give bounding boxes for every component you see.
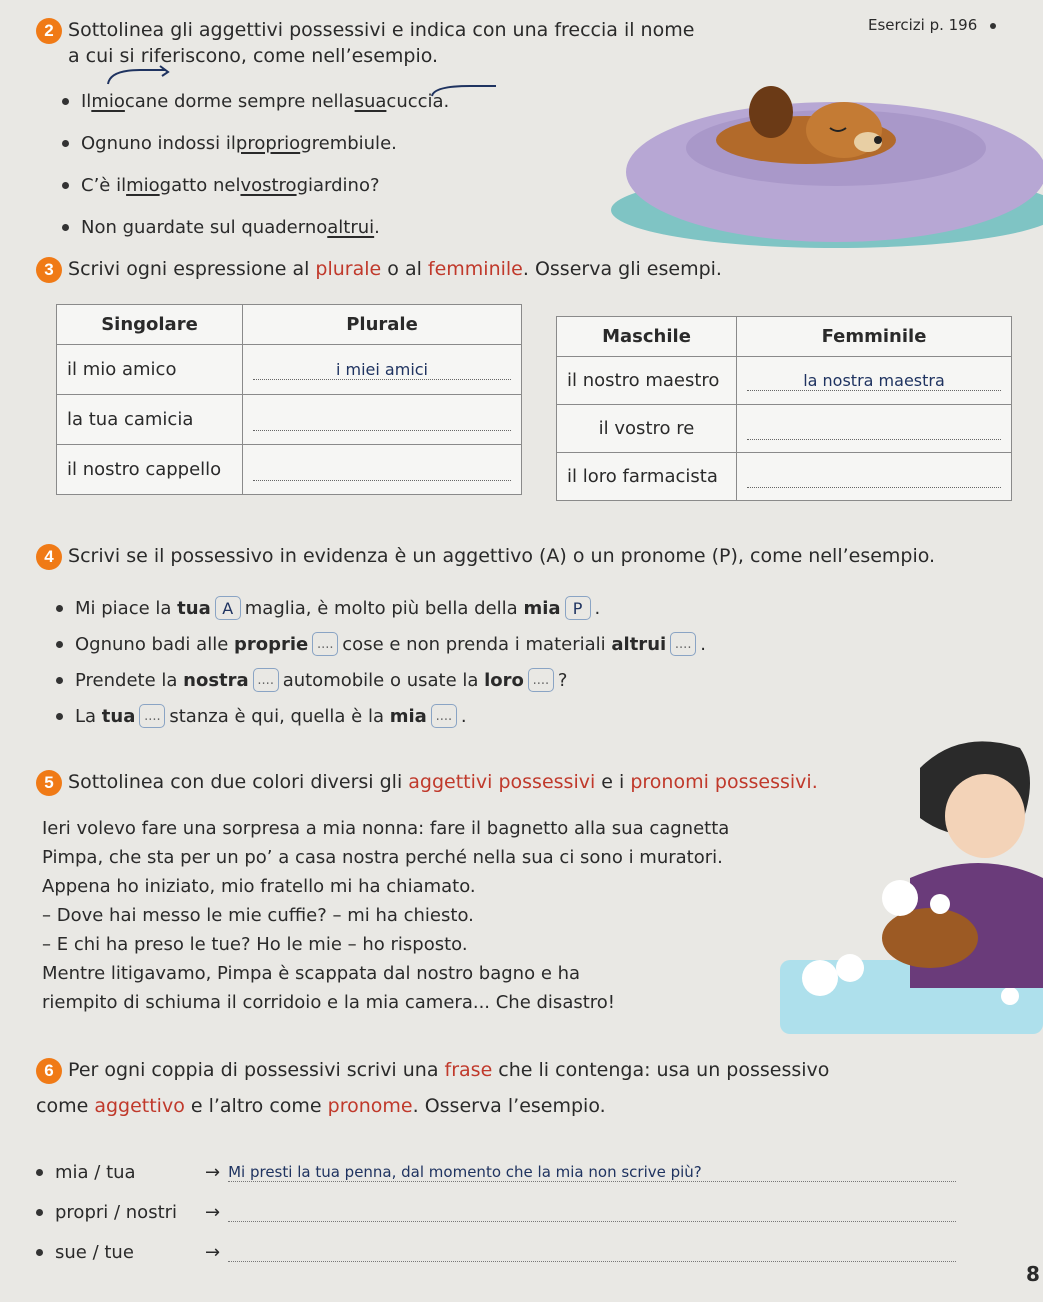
singular-plural-table <box>56 304 522 495</box>
sleeping-dog-illustration <box>606 70 1043 250</box>
table-header-row <box>557 317 1012 357</box>
dog-nose <box>874 136 882 144</box>
exercise-6-heading: 6 Per ogni coppia di possessivi scrivi una frase che li contenga: usa un possessivo come aggettivo e l’altro come pronome. Osserva l’esempio. <box>36 1059 830 1117</box>
exercise-number-badge: 6 <box>36 1058 62 1084</box>
underlined-possessive: mio <box>91 90 125 112</box>
exercise-4-instruction: Scrivi se il possessivo in evidenza è un aggettivo (A) o un pronome (P), come nell’esempio. <box>68 545 936 567</box>
answer-cell[interactable]: i miei amici <box>243 345 522 395</box>
table-cell: il nostro maestro <box>557 357 737 405</box>
answer-box[interactable]: .... <box>670 632 696 656</box>
list-item: Il mio cane dorme sempre nella sua cuccia. <box>62 80 602 122</box>
list-item: La tua .... stanza è qui, quella è la mia .... . <box>56 698 706 734</box>
answer-box[interactable]: P <box>565 596 591 620</box>
bullet-icon <box>62 224 69 231</box>
list-item: Prendete la nostra .... automobile o usate la loro .... ? <box>56 662 706 698</box>
keyword-frase: frase <box>444 1059 493 1081</box>
exercise-number-badge: 3 <box>36 257 62 283</box>
answer-box[interactable]: A <box>215 596 241 620</box>
table-row <box>57 345 522 395</box>
list-item <box>36 1232 956 1272</box>
arrow-right-icon: → <box>205 1161 221 1183</box>
bullet-icon <box>62 98 69 105</box>
bullet-icon <box>56 641 63 648</box>
exercise-4-list <box>56 590 706 734</box>
dog-ear <box>749 86 793 138</box>
bullet-icon <box>36 1209 43 1216</box>
answer-box[interactable]: .... <box>253 668 279 692</box>
table-row <box>57 395 522 445</box>
possessive-pair: propri / nostri <box>55 1201 178 1223</box>
arrow-right-icon: → <box>205 1201 221 1223</box>
underlined-possessive: altrui <box>327 216 375 238</box>
exercise-number-badge: 2 <box>36 18 62 44</box>
passage-line: Ieri volevo fare una sorpresa a mia nonna: fare il bagnetto alla sua cagnetta <box>42 818 730 839</box>
answer-line[interactable] <box>228 1202 956 1222</box>
masculine-feminine-table <box>556 316 1012 501</box>
answer-box[interactable]: .... <box>139 704 165 728</box>
answer-cell[interactable] <box>737 453 1012 501</box>
bullet-icon <box>36 1169 43 1176</box>
column-header: Singolare <box>57 305 243 345</box>
table-cell: il nostro cappello <box>57 445 243 495</box>
bullet-icon <box>56 713 63 720</box>
exercise-4-heading <box>36 544 935 570</box>
page-reference <box>868 16 996 34</box>
bullet-icon <box>36 1249 43 1256</box>
exercise-6-list <box>36 1152 956 1272</box>
table-row <box>557 357 1012 405</box>
underlined-possessive: mio <box>126 174 160 196</box>
answer-cell[interactable] <box>243 395 522 445</box>
column-header: Maschile <box>557 317 737 357</box>
exercise-number-badge: 4 <box>36 544 62 570</box>
table-row <box>557 453 1012 501</box>
passage-line: Appena ho iniziato, mio fratello mi ha chiamato. <box>42 876 476 897</box>
bullet-icon <box>56 677 63 684</box>
exercise-5-passage <box>42 814 782 1017</box>
list-item: Mi piace la tua A maglia, è molto più bella della mia P . <box>56 590 706 626</box>
dog-in-bath <box>882 908 978 968</box>
table-row <box>57 445 522 495</box>
arrow-right-icon: → <box>205 1241 221 1263</box>
example-arrows <box>100 60 520 100</box>
keyword-plurale: plurale <box>315 258 382 280</box>
answer-line[interactable] <box>228 1242 956 1262</box>
table-row <box>557 405 1012 453</box>
answer-box[interactable]: .... <box>528 668 554 692</box>
exercise-2-list <box>62 80 602 248</box>
keyword-femminile: femminile <box>427 258 523 280</box>
list-item: Ognuno badi alle proprie .... cose e non prenda i materiali altrui .... . <box>56 626 706 662</box>
list-item <box>36 1152 956 1192</box>
passage-line: Mentre litigavamo, Pimpa è scappata dal nostro bagno e ha <box>42 963 581 984</box>
passage-line: – Dove hai messo le mie cuffie? – mi ha chiesto. <box>42 905 474 926</box>
underlined-possessive: proprio <box>235 132 301 154</box>
keyword-pronome: pronome <box>327 1095 413 1117</box>
column-header: Femminile <box>737 317 1012 357</box>
list-item: Non guardate sul quaderno altrui . <box>62 206 602 248</box>
possessive-pair: mia / tua <box>55 1161 136 1183</box>
keyword-aggettivo: aggettivo <box>94 1095 185 1117</box>
passage-line: Pimpa, che sta per un po’ a casa nostra perché nella sua ci sono i muratori. <box>42 847 723 868</box>
girl-face <box>945 774 1025 858</box>
bullet-icon <box>62 140 69 147</box>
keyword-pronomi: pronomi possessivi. <box>630 771 818 793</box>
exercise-5-heading: 5 Sottolinea con due colori diversi gli aggettivi possessivi e i pronomi possessivi. <box>36 770 818 796</box>
exercise-2-instruction-line1: Sottolinea gli aggettivi possessivi e indica con una freccia il nome <box>68 19 695 41</box>
list-item: C’è il mio gatto nel vostro giardino? <box>62 164 602 206</box>
underlined-possessive: sua <box>354 90 387 112</box>
answer-cell[interactable]: la nostra maestra <box>737 357 1012 405</box>
possessive-pair: sue / tue <box>55 1241 134 1263</box>
exercise-2-instruction-line2: a cui si riferiscono, come nell’esempio. <box>68 45 439 67</box>
table-cell: il loro farmacista <box>557 453 737 501</box>
bullet-icon <box>56 605 63 612</box>
table-cell: il vostro re <box>557 405 737 453</box>
table-header-row <box>57 305 522 345</box>
keyword-aggettivi: aggettivi possessivi <box>408 771 596 793</box>
exercise-number-badge: 5 <box>36 770 62 796</box>
page-number: 8 <box>1026 1262 1040 1286</box>
column-header: Plurale <box>243 305 522 345</box>
exercise-3-heading: 3 Scrivi ogni espressione al plurale o al femminile. Osserva gli esempi. <box>36 257 722 283</box>
list-item <box>36 1192 956 1232</box>
answer-box[interactable]: .... <box>431 704 457 728</box>
bullet-icon <box>990 23 996 29</box>
list-item: Ognuno indossi il proprio grembiule. <box>62 122 602 164</box>
underlined-possessive: vostro <box>240 174 297 196</box>
table-cell: la tua camicia <box>57 395 243 445</box>
passage-line: riempito di schiuma il corridoio e la mia camera... Che disastro! <box>42 992 616 1013</box>
bullet-icon <box>62 182 69 189</box>
answer-cell[interactable] <box>737 405 1012 453</box>
answer-box[interactable]: .... <box>312 632 338 656</box>
page-reference-text: Esercizi p. 196 <box>868 16 978 34</box>
answer-cell[interactable] <box>243 445 522 495</box>
passage-line: – E chi ha preso le tue? Ho le mie – ho risposto. <box>42 934 468 955</box>
table-cell: il mio amico <box>57 345 243 395</box>
answer-line[interactable]: Mi presti la tua penna, dal momento che la mia non scrive più? <box>228 1163 956 1182</box>
